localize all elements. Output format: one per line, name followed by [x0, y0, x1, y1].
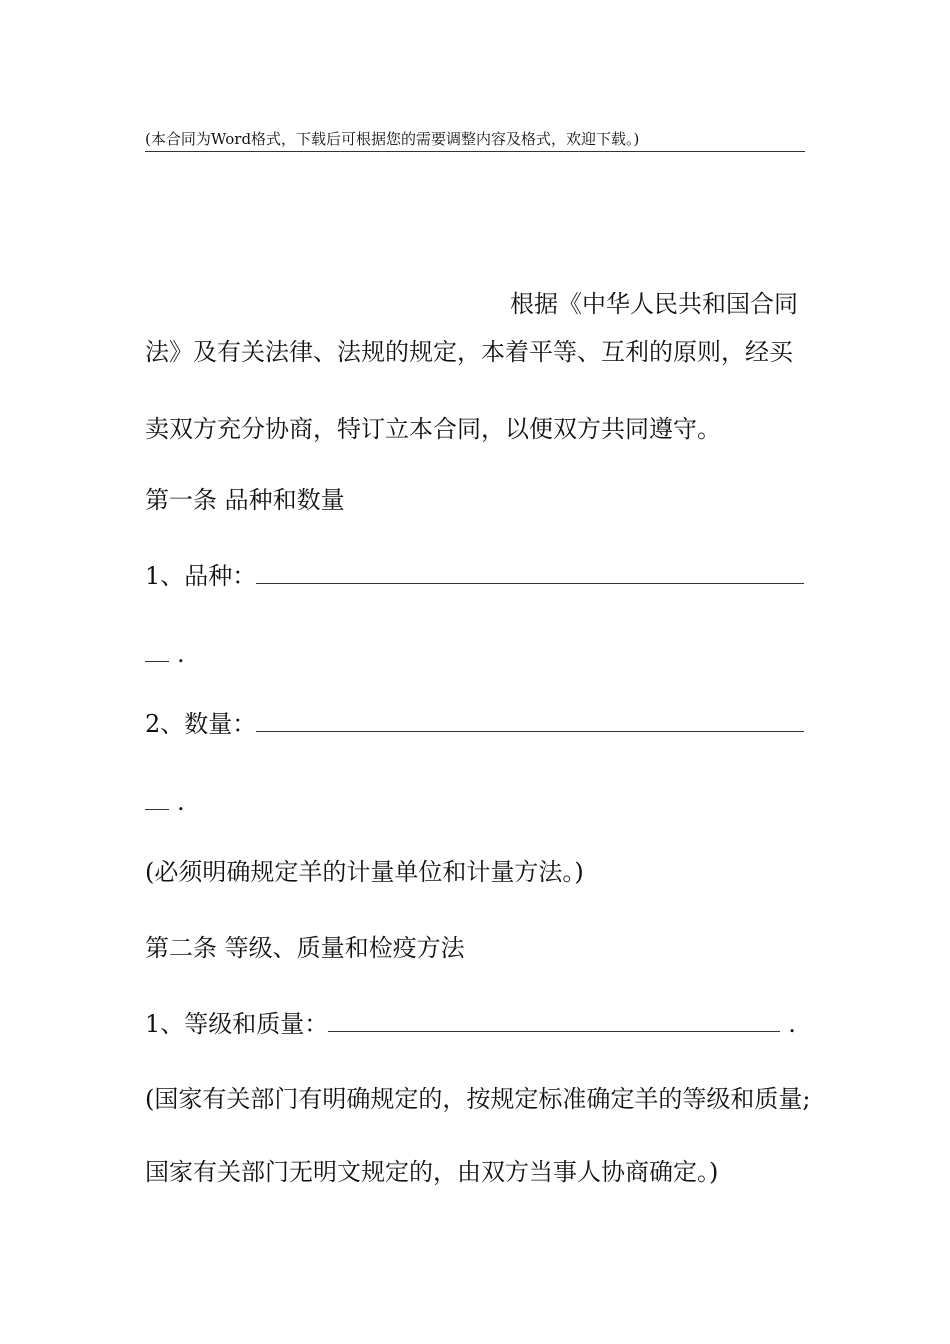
item-quantity-row: [145, 708, 804, 740]
intro-line-2: 法》及有关法律、法规的规定，本着平等、互利的原则，经买: [145, 338, 793, 366]
item-quantity-period: .: [177, 788, 185, 816]
item-variety-blank-cont[interactable]: [145, 639, 169, 662]
item-quantity-blank[interactable]: [256, 709, 804, 732]
format-notice: (本合同为Word格式，下载后可根据您的需要调整内容及格式，欢迎下载。): [145, 127, 805, 152]
item-variety-label: 1、品种：: [145, 562, 257, 590]
intro-line-1: 根据《中华人民共和国合同: [510, 290, 798, 318]
intro-line-3: 卖双方充分协商，特订立本合同，以便双方共同遵守。: [145, 415, 721, 443]
item-variety-blank[interactable]: [256, 561, 804, 584]
item-grade-period: .: [788, 1010, 796, 1038]
item-grade-label: 1、等级和质量：: [145, 1010, 329, 1038]
article-1-title: 第一条 品种和数量: [145, 486, 345, 514]
item-quantity-continuation: [145, 786, 185, 818]
article-2-note-line-1: (国家有关部门有明确规定的，按规定标准确定羊的等级和质量;: [145, 1085, 811, 1113]
article-2-note-line-2: 国家有关部门无明文规定的，由双方当事人协商确定。): [145, 1158, 719, 1186]
item-variety-continuation: [145, 638, 185, 670]
article-2-title: 第二条 等级、质量和检疫方法: [145, 934, 465, 962]
item-variety-row: [145, 560, 804, 592]
item-quantity-label: 2、数量：: [145, 710, 257, 738]
item-variety-period: .: [177, 640, 185, 668]
item-grade-blank[interactable]: [328, 1009, 780, 1032]
item-quantity-blank-cont[interactable]: [145, 787, 169, 810]
item-grade-row: [145, 1008, 796, 1040]
article-1-note: (必须明确规定羊的计量单位和计量方法。): [145, 858, 584, 886]
